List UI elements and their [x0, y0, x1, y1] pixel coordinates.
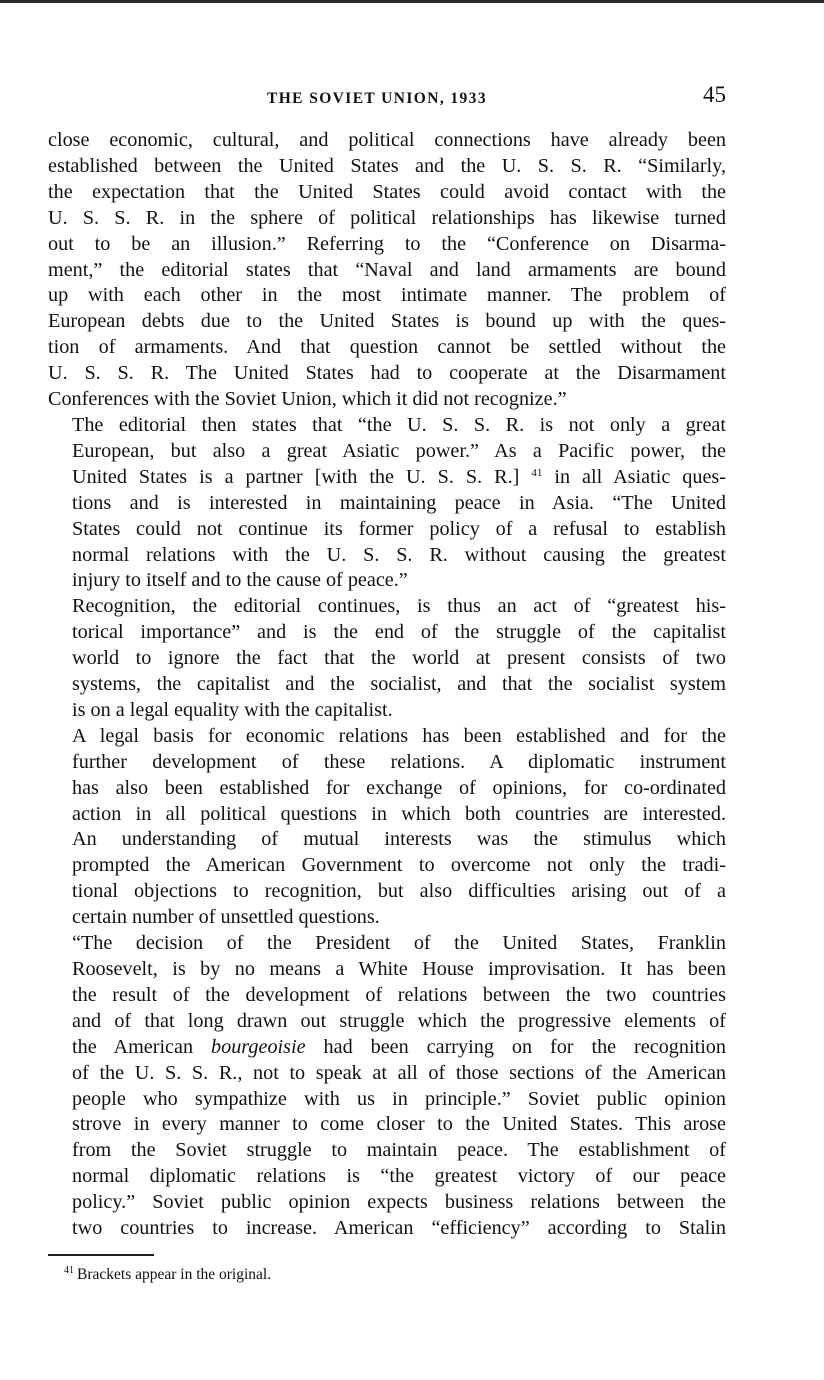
text-line: ment,” the editorial states that “Naval and land armaments are bound — [48, 258, 726, 281]
text-line: the result of the development of relations between the two countries — [72, 983, 726, 1006]
page-top-edge-rule — [0, 0, 824, 3]
text-fragment: the American — [72, 1035, 212, 1058]
paragraph-4 — [48, 724, 726, 931]
text-line: established between the United States and the U. S. S. R. “Similarly, — [48, 154, 726, 177]
text-line: normal diplomatic relations is “the greatest victory of our peace — [72, 1165, 726, 1188]
text-line: systems, the capitalist and the socialist, and that the socialist system — [72, 673, 726, 696]
text-fragment: had been carrying on for the recognition — [305, 1035, 726, 1058]
text-line: The editorial then states that “the U. S. S. R. is not only a great — [72, 413, 726, 436]
paragraph-1 — [48, 128, 726, 413]
footnote-text: Brackets appear in the original. — [77, 1265, 272, 1283]
text-line: from the Soviet struggle to maintain peace. The establishment of — [72, 1139, 726, 1162]
text-line: tion of armaments. And that question cannot be settled without the — [48, 336, 726, 359]
text-line: States could not continue its former policy of a refusal to establish — [72, 517, 726, 540]
paragraph-5 — [48, 931, 726, 1242]
text-line: is on a legal equality with the capitalist. — [72, 698, 393, 721]
text-line: further development of these relations. A diplomatic instrument — [72, 750, 726, 773]
text-line-with-footnote — [48, 465, 726, 491]
text-fragment: in all Asiatic ques- — [542, 465, 726, 488]
text-line: torical importance” and is the end of the struggle of the capitalist — [72, 621, 726, 644]
text-line: policy.” Soviet public opinion expects business relations between the — [72, 1191, 726, 1214]
text-line: action in all political questions in which both countries are interested. — [72, 802, 726, 825]
text-line: European, but also a great Asiatic power.” As a Pacific power, the — [72, 439, 726, 462]
running-header — [48, 84, 726, 124]
text-line: An understanding of mutual interests was the stimulus which — [72, 828, 726, 851]
running-title: THE SOVIET UNION, 1933 — [266, 90, 487, 107]
text-line: strove in every manner to come closer to the United States. This arose — [72, 1113, 726, 1136]
page-number: 45 — [703, 82, 726, 107]
footnote-reference-41[interactable]: 41 — [531, 466, 543, 479]
italic-term: bourgeoisie — [211, 1035, 306, 1058]
text-fragment: United States is a partner [with the U. S. S. R.] — [72, 465, 520, 488]
text-line: European debts due to the United States is bound up with the ques- — [48, 310, 726, 333]
book-page — [48, 84, 726, 1284]
text-line: Conferences with the Soviet Union, which it did not recognize.” — [48, 388, 567, 411]
text-line-with-italic — [48, 1035, 726, 1061]
text-line: tions and is interested in maintaining peace in Asia. “The United — [72, 491, 726, 514]
text-line: U. S. S. R. in the sphere of political relationships has likewise turned — [48, 206, 726, 229]
text-line: prompted the American Government to overcome not only the tradi- — [72, 854, 726, 877]
text-line: U. S. S. R. The United States had to cooperate at the Disarmament — [48, 362, 726, 385]
text-line: tional objections to recognition, but also difficulties arising out of a — [72, 880, 726, 903]
text-line: people who sympathize with us in principle.” Soviet public opinion — [72, 1087, 726, 1110]
footnote-41 — [48, 1266, 726, 1284]
text-line: out to be an illusion.” Referring to the “Conference on Disarma- — [48, 232, 726, 255]
text-line: up with each other in the most intimate manner. The problem of — [48, 284, 726, 307]
text-line: normal relations with the U. S. S. R. without causing the greatest — [72, 543, 726, 566]
text-line: close economic, cultural, and political connections have already been — [48, 129, 726, 151]
text-line: certain number of unsettled questions. — [72, 906, 380, 929]
paragraph-2 — [48, 413, 726, 594]
footnote-separator-rule — [48, 1254, 154, 1256]
text-line: of the U. S. S. R., not to speak at all of those sections of the American — [72, 1061, 726, 1084]
text-line: world to ignore the fact that the world at present consists of two — [72, 647, 726, 670]
text-line: and of that long drawn out struggle which the progressive elements of — [72, 1009, 726, 1032]
text-line: “The decision of the President of the United States, Franklin — [72, 932, 726, 955]
text-line: A legal basis for economic relations has been established and for the — [72, 724, 726, 747]
text-line: has also been established for exchange of opinions, for co-ordinated — [72, 776, 726, 799]
text-line: injury to itself and to the cause of peace.” — [72, 569, 408, 592]
footnote-marker: 41 — [64, 1264, 74, 1276]
text-line: the expectation that the United States could avoid contact with the — [48, 180, 726, 203]
text-line: two countries to increase. American “efficiency” according to Stalin — [72, 1217, 726, 1240]
paragraph-3 — [48, 594, 726, 724]
text-line: Recognition, the editorial continues, is thus an act of “greatest his- — [72, 595, 726, 618]
text-line: Roosevelt, is by no means a White House improvisation. It has been — [72, 958, 726, 980]
